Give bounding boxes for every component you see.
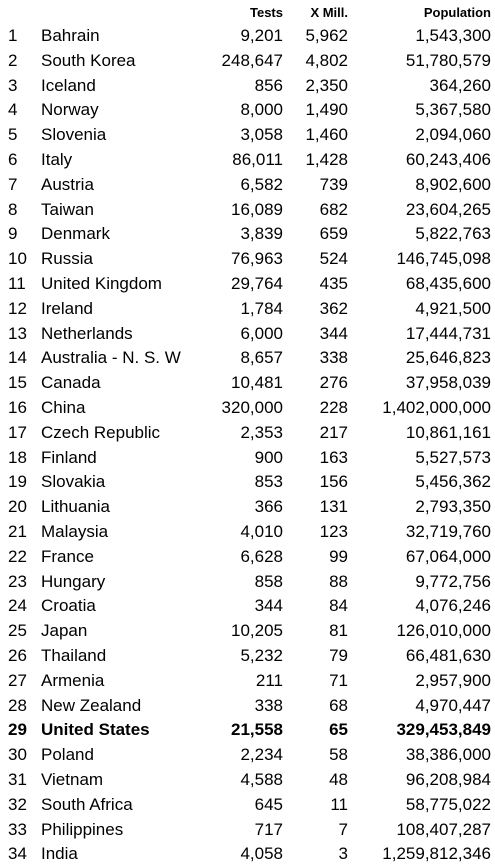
tests-cell: 853 xyxy=(254,472,283,492)
x-mill-cell: 344 xyxy=(319,323,348,343)
population-cell: 364,260 xyxy=(429,75,491,95)
country-cell: China xyxy=(41,398,86,417)
population-cell: 126,010,000 xyxy=(396,621,491,641)
tests-cell: 717 xyxy=(254,819,283,839)
x-mill-cell: 79 xyxy=(329,646,348,665)
rank-cell: 33 xyxy=(8,819,27,839)
population-cell: 68,435,600 xyxy=(405,274,491,293)
population-cell: 5,367,580 xyxy=(415,100,491,120)
table-row xyxy=(0,24,495,49)
population-cell: 5,822,763 xyxy=(415,224,491,244)
x-mill-cell: 123 xyxy=(319,522,348,541)
tests-cell: 10,481 xyxy=(231,373,283,393)
tests-cell: 645 xyxy=(254,794,283,814)
x-mill-cell: 338 xyxy=(319,348,348,368)
tests-cell: 6,582 xyxy=(240,174,283,194)
x-mill-cell: 88 xyxy=(329,571,348,591)
table-row xyxy=(0,396,495,421)
country-cell: Ireland xyxy=(41,298,93,318)
rank-cell: 1 xyxy=(8,26,18,45)
tests-cell: 856 xyxy=(254,75,283,95)
table-row xyxy=(0,346,495,371)
table-row xyxy=(0,98,495,123)
x-mill-cell: 435 xyxy=(319,274,348,293)
country-cell: South Africa xyxy=(41,794,133,814)
rank-cell: 28 xyxy=(8,695,27,715)
table-row xyxy=(0,743,495,768)
rank-cell: 2 xyxy=(8,50,18,70)
x-mill-cell: 217 xyxy=(319,422,348,442)
header-tests: Tests xyxy=(250,5,283,20)
tests-cell: 858 xyxy=(254,571,283,591)
country-cell: Australia - N. S. W xyxy=(41,348,181,368)
rank-cell: 5 xyxy=(8,125,18,145)
rank-cell: 23 xyxy=(8,571,27,591)
table-row xyxy=(0,123,495,148)
rank-cell: 15 xyxy=(8,373,27,393)
rank-cell: 12 xyxy=(8,298,27,318)
x-mill-cell: 2,350 xyxy=(305,75,348,95)
x-mill-cell: 131 xyxy=(319,497,348,517)
rank-cell: 34 xyxy=(8,844,27,864)
table-row xyxy=(0,718,495,743)
table-row xyxy=(0,198,495,223)
tests-cell: 6,628 xyxy=(240,546,283,566)
tests-cell: 366 xyxy=(254,497,283,517)
x-mill-cell: 68 xyxy=(329,695,348,715)
tests-cell: 16,089 xyxy=(231,199,283,219)
country-cell: Austria xyxy=(41,174,94,194)
table-row xyxy=(0,222,495,247)
population-cell: 1,259,812,346 xyxy=(382,844,491,864)
country-cell: Russia xyxy=(41,249,93,269)
country-cell: Malaysia xyxy=(41,522,109,541)
table-row xyxy=(0,793,495,818)
country-cell: India xyxy=(41,844,78,864)
tests-cell: 4,058 xyxy=(240,844,283,864)
rank-cell: 21 xyxy=(8,522,27,541)
population-cell: 60,243,406 xyxy=(405,150,491,169)
table-row xyxy=(0,694,495,719)
country-cell: Finland xyxy=(41,447,97,467)
population-cell: 108,407,287 xyxy=(396,819,491,839)
x-mill-cell: 3 xyxy=(338,844,348,864)
country-cell: France xyxy=(41,546,94,566)
population-cell: 66,481,630 xyxy=(405,646,491,665)
tests-cell: 5,232 xyxy=(240,646,283,665)
country-cell: Canada xyxy=(41,373,101,393)
country-cell: Slovenia xyxy=(41,125,107,145)
table-row xyxy=(0,768,495,793)
table-row xyxy=(0,842,495,867)
tests-cell: 8,657 xyxy=(240,348,283,368)
x-mill-cell: 58 xyxy=(329,745,348,765)
country-cell: Italy xyxy=(41,150,73,169)
rank-cell: 24 xyxy=(8,596,27,616)
population-cell: 51,780,579 xyxy=(405,50,491,70)
table-row xyxy=(0,371,495,396)
table-row xyxy=(0,644,495,669)
country-cell: Slovakia xyxy=(41,472,106,492)
rank-cell: 22 xyxy=(8,546,27,566)
rank-cell: 27 xyxy=(8,670,27,690)
country-cell: Bahrain xyxy=(41,26,100,45)
tests-cell: 3,058 xyxy=(240,125,283,145)
country-cell: Denmark xyxy=(41,224,110,244)
country-cell: Vietnam xyxy=(41,770,104,789)
population-cell: 17,444,731 xyxy=(405,323,491,343)
population-cell: 10,861,161 xyxy=(405,422,491,442)
country-cell: Armenia xyxy=(41,670,105,690)
population-cell: 23,604,265 xyxy=(405,199,491,219)
tests-cell: 76,963 xyxy=(231,249,283,269)
population-cell: 1,402,000,000 xyxy=(382,398,491,417)
country-cell: Czech Republic xyxy=(41,422,161,442)
rank-cell: 6 xyxy=(8,150,18,169)
x-mill-cell: 11 xyxy=(330,794,348,814)
x-mill-cell: 71 xyxy=(329,670,348,690)
tests-cell: 9,201 xyxy=(240,26,283,45)
tests-cell: 6,000 xyxy=(240,323,283,343)
table-row xyxy=(0,545,495,570)
rank-cell: 8 xyxy=(8,199,18,219)
header-population: Population xyxy=(423,5,491,20)
rank-cell: 14 xyxy=(8,348,27,368)
rank-cell: 18 xyxy=(8,447,27,467)
population-cell: 67,064,000 xyxy=(405,546,491,566)
population-cell: 25,646,823 xyxy=(405,348,491,368)
table-row xyxy=(0,470,495,495)
population-cell: 8,902,600 xyxy=(415,174,491,194)
population-cell: 37,958,039 xyxy=(405,373,491,393)
population-cell: 38,386,000 xyxy=(405,745,491,765)
tests-cell: 3,839 xyxy=(240,224,283,244)
x-mill-cell: 524 xyxy=(319,249,348,269)
rank-cell: 29 xyxy=(8,720,27,740)
population-cell: 2,793,350 xyxy=(415,497,491,517)
x-mill-cell: 1,460 xyxy=(305,125,348,145)
population-cell: 329,453,849 xyxy=(396,720,491,740)
table-row xyxy=(0,322,495,347)
x-mill-cell: 5,962 xyxy=(305,26,348,45)
population-cell: 2,957,900 xyxy=(415,670,491,690)
tests-cell: 4,588 xyxy=(240,770,283,789)
country-cell: Poland xyxy=(41,745,94,765)
population-cell: 5,527,573 xyxy=(415,447,491,467)
country-cell: United Kingdom xyxy=(41,274,162,293)
rank-cell: 3 xyxy=(8,75,18,95)
tests-cell: 344 xyxy=(254,596,283,616)
header-x-mill: X Mill. xyxy=(310,5,348,20)
x-mill-cell: 81 xyxy=(329,621,348,641)
country-cell: Hungary xyxy=(41,571,106,591)
table-row xyxy=(0,520,495,545)
rank-cell: 20 xyxy=(8,497,27,517)
table-row xyxy=(0,594,495,619)
x-mill-cell: 1,428 xyxy=(305,150,348,169)
country-cell: Taiwan xyxy=(41,199,94,219)
population-cell: 58,775,022 xyxy=(405,794,491,814)
rank-cell: 9 xyxy=(8,224,18,244)
country-cell: New Zealand xyxy=(41,695,142,715)
x-mill-cell: 84 xyxy=(329,596,348,616)
table-row xyxy=(0,74,495,99)
table-row xyxy=(0,570,495,595)
rank-cell: 13 xyxy=(8,323,27,343)
table-row xyxy=(0,421,495,446)
population-cell: 4,921,500 xyxy=(415,298,491,318)
table-row xyxy=(0,49,495,74)
population-cell: 146,745,098 xyxy=(396,249,491,269)
rank-cell: 30 xyxy=(8,745,27,765)
tests-cell: 10,205 xyxy=(231,621,283,641)
population-cell: 4,076,246 xyxy=(415,596,491,616)
rank-cell: 32 xyxy=(8,794,27,814)
rank-cell: 19 xyxy=(8,472,27,492)
tests-cell: 8,000 xyxy=(240,100,283,120)
table-row xyxy=(0,272,495,297)
tests-cell: 86,011 xyxy=(232,150,283,169)
x-mill-cell: 1,490 xyxy=(305,100,348,120)
tests-cell: 320,000 xyxy=(221,398,283,417)
x-mill-cell: 276 xyxy=(319,373,348,393)
country-cell: United States xyxy=(41,720,150,740)
x-mill-cell: 362 xyxy=(319,298,348,318)
country-cell: South Korea xyxy=(41,50,136,70)
x-mill-cell: 659 xyxy=(319,224,348,244)
x-mill-cell: 228 xyxy=(319,398,348,417)
rank-cell: 4 xyxy=(8,100,18,120)
country-cell: Netherlands xyxy=(41,323,133,343)
rank-cell: 7 xyxy=(8,174,18,194)
tests-cell: 900 xyxy=(254,447,283,467)
table-row xyxy=(0,495,495,520)
country-cell: Philippines xyxy=(41,819,124,839)
rank-cell: 11 xyxy=(8,274,26,293)
table-row xyxy=(0,446,495,471)
tests-cell: 338 xyxy=(254,695,283,715)
tests-cell: 29,764 xyxy=(231,274,283,293)
x-mill-cell: 739 xyxy=(319,174,348,194)
x-mill-cell: 7 xyxy=(338,819,348,839)
rank-cell: 26 xyxy=(8,646,27,665)
population-cell: 1,543,300 xyxy=(415,26,491,45)
rank-cell: 25 xyxy=(8,621,27,641)
tests-cell: 4,010 xyxy=(240,522,283,541)
table-row xyxy=(0,619,495,644)
population-cell: 96,208,984 xyxy=(405,770,491,789)
population-cell: 4,970,447 xyxy=(415,695,491,715)
rank-cell: 10 xyxy=(8,249,27,269)
population-cell: 2,094,060 xyxy=(415,125,491,145)
rank-cell: 17 xyxy=(8,422,27,442)
table-row xyxy=(0,818,495,843)
x-mill-cell: 156 xyxy=(319,472,348,492)
rank-cell: 16 xyxy=(8,398,27,417)
table-row xyxy=(0,669,495,694)
rank-cell: 31 xyxy=(8,770,27,789)
country-cell: Thailand xyxy=(41,646,107,665)
x-mill-cell: 682 xyxy=(319,199,348,219)
table-row xyxy=(0,247,495,272)
x-mill-cell: 48 xyxy=(329,770,348,789)
x-mill-cell: 99 xyxy=(329,546,348,566)
population-cell: 5,456,362 xyxy=(415,472,491,492)
country-cell: Croatia xyxy=(41,596,96,616)
tests-cell: 21,558 xyxy=(231,720,283,740)
x-mill-cell: 65 xyxy=(329,720,348,740)
x-mill-cell: 163 xyxy=(319,447,348,467)
population-cell: 32,719,760 xyxy=(405,522,491,541)
tests-cell: 211 xyxy=(255,670,283,690)
tests-cell: 2,234 xyxy=(240,745,283,765)
tests-cell: 248,647 xyxy=(221,50,283,70)
population-cell: 9,772,756 xyxy=(415,571,491,591)
tests-cell: 1,784 xyxy=(240,298,283,318)
x-mill-cell: 4,802 xyxy=(305,50,348,70)
table-row xyxy=(0,297,495,322)
tests-cell: 2,353 xyxy=(240,422,283,442)
country-cell: Iceland xyxy=(41,75,96,95)
country-cell: Japan xyxy=(41,621,88,641)
table-row xyxy=(0,173,495,198)
table-row xyxy=(0,148,495,173)
country-cell: Norway xyxy=(41,100,99,120)
country-cell: Lithuania xyxy=(41,497,111,517)
